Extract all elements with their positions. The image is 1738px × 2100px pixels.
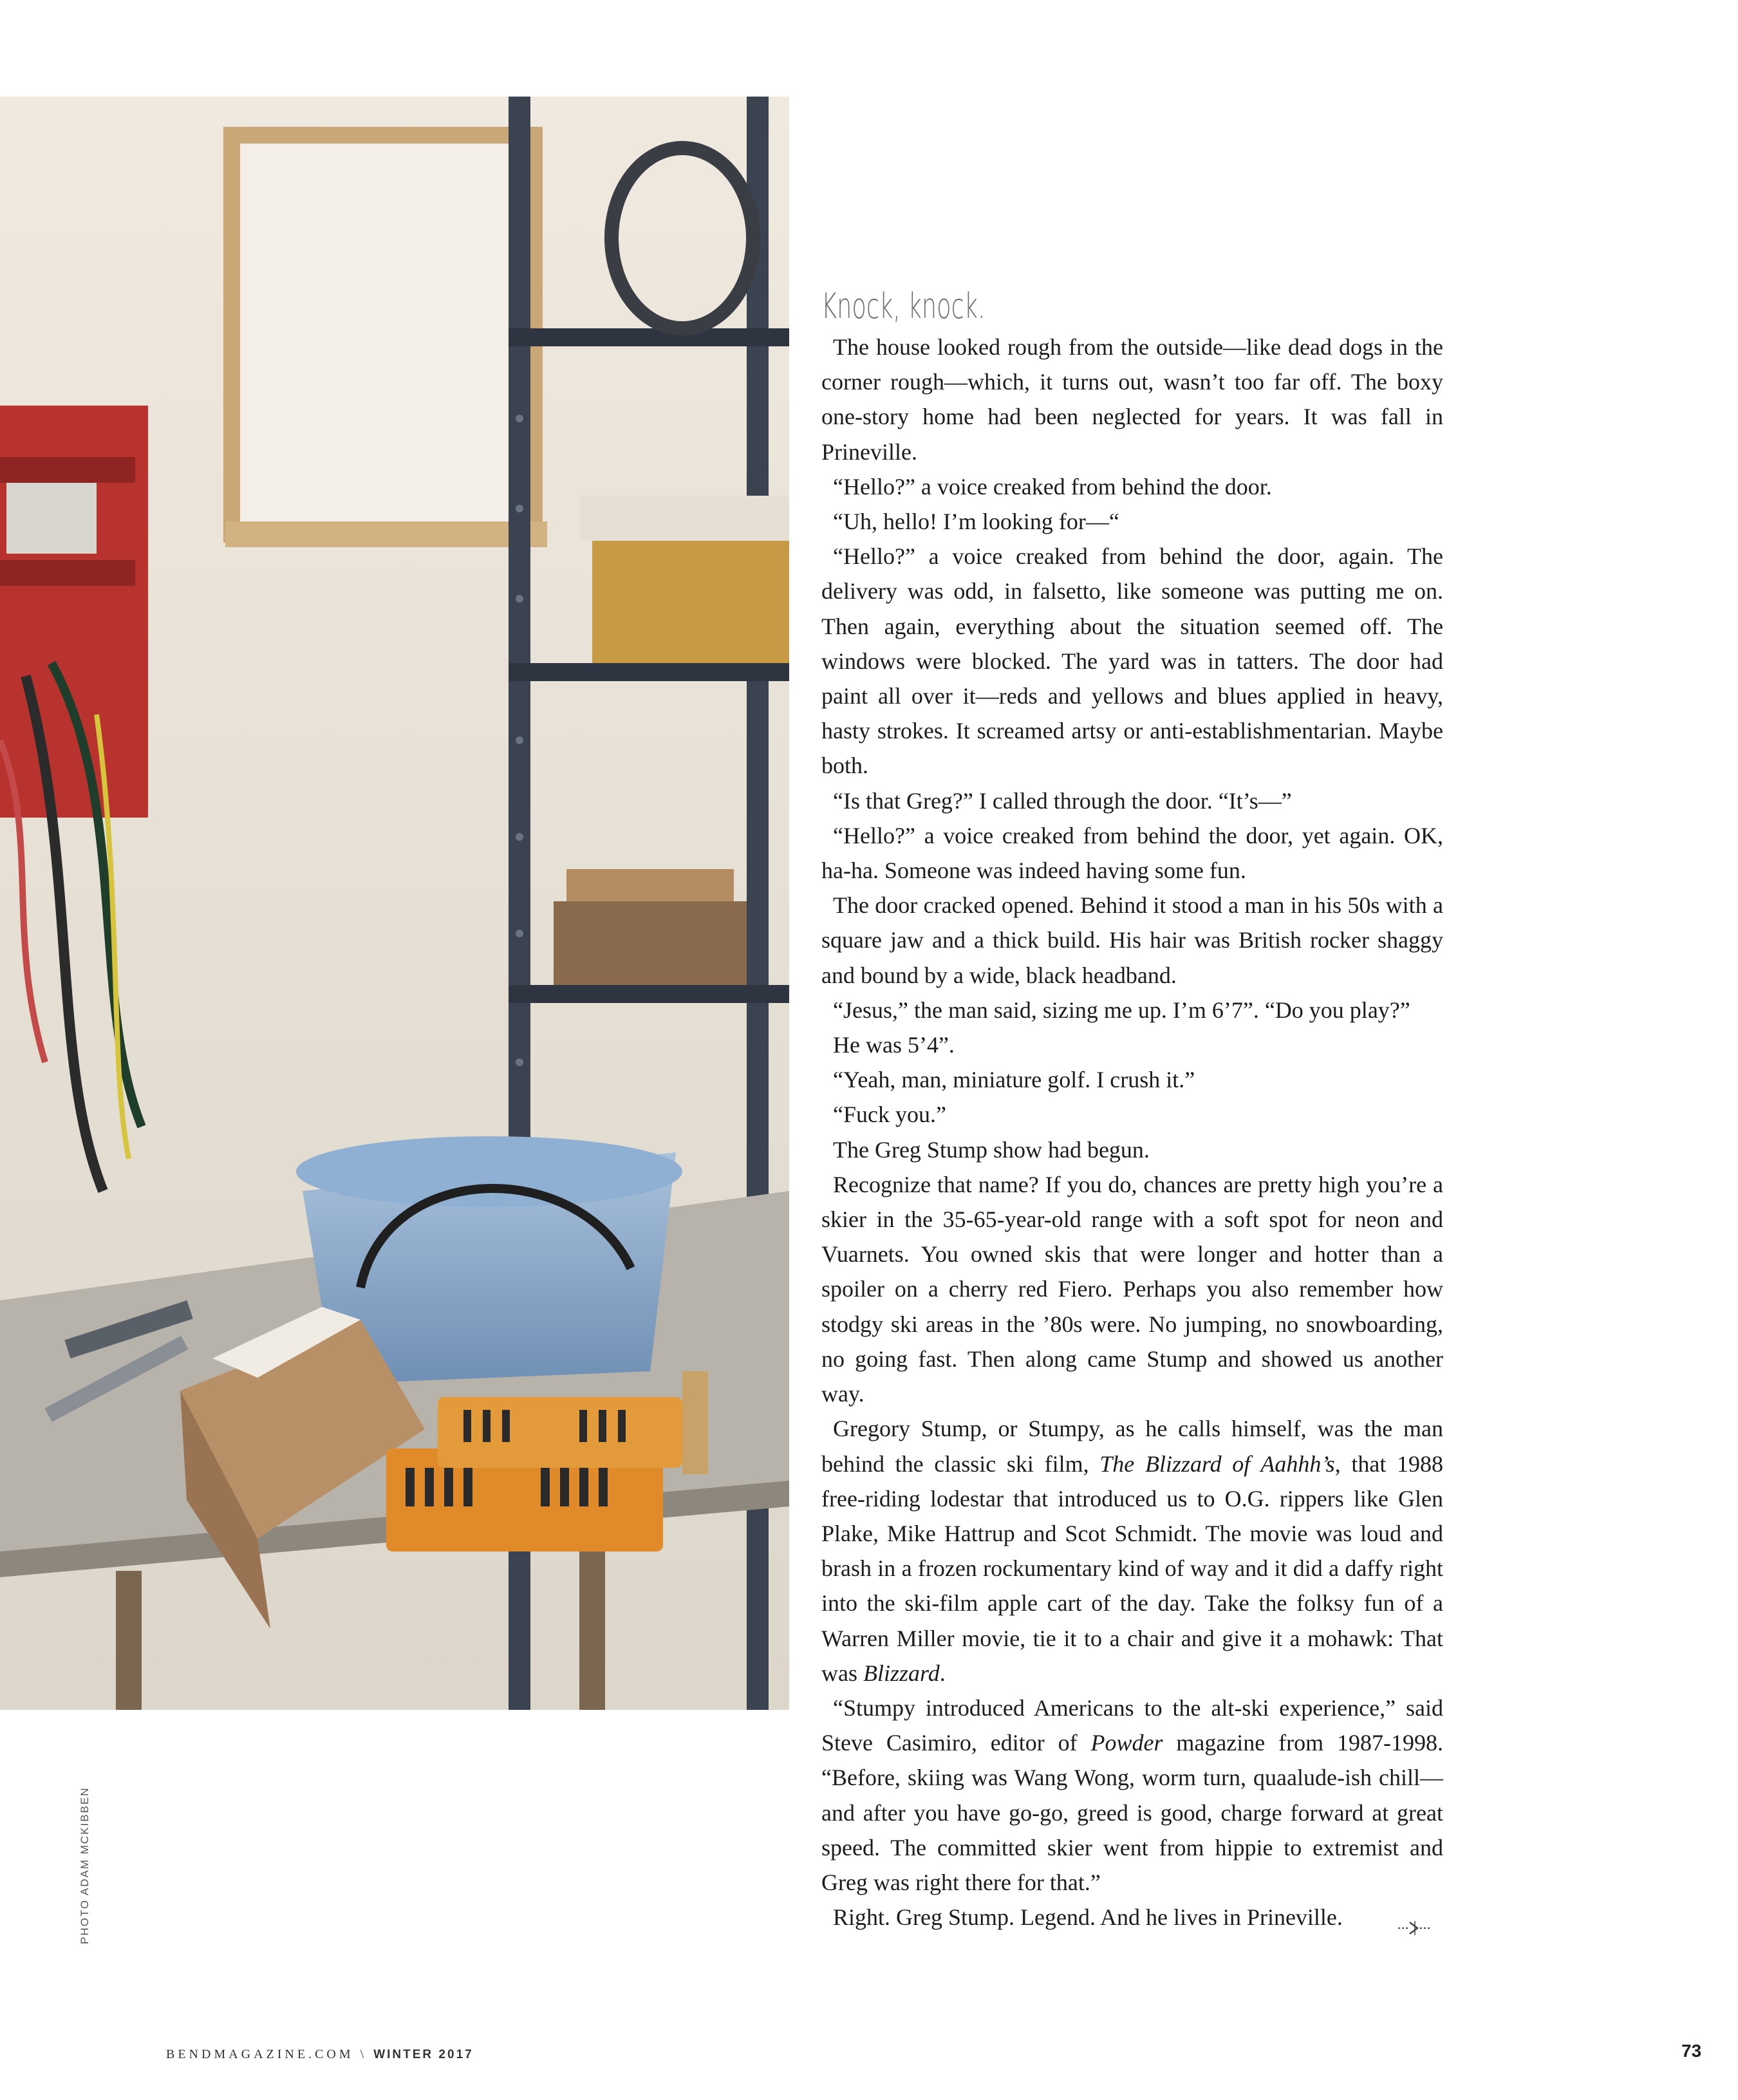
paragraph: “Uh, hello! I’m looking for—“ (833, 509, 1119, 535)
paragraph: “Yeah, man, miniature golf. I crush it.” (833, 1067, 1195, 1093)
workshop-photo (0, 97, 789, 1710)
paragraph: “Fuck you.” (833, 1102, 946, 1128)
paragraph-text: magazine from 1987-1998. “Before, skiing was Wang Wong, worm turn, quaalude-ish chill—and after you have go-go, greed is good, charge forward at great speed. The committed skier went from hippie to extremist and Greg was right there for that.” (821, 1730, 1443, 1895)
paragraph: “Hello?” a voice creaked from behind the door, yet again. OK, ha-ha. Someone was indeed having some fun. (821, 822, 1443, 884)
workshop-photo-illustration (0, 97, 789, 1710)
film-title: The Blizzard of Aahhh’s (1099, 1450, 1335, 1477)
article-body (821, 283, 1443, 1935)
paragraph: The house looked rough from the outside—like dead dogs in the corner rough—which, it turns out, wasn’t too far off. The boxy one-story home had been neglected for years. It was fall in Prineville. (821, 334, 1443, 465)
page-number: 73 (1681, 2041, 1702, 2061)
paragraph-text: “Stumpy introduced Americans to the alt-ski experience,” said Steve Casimiro, editor of (821, 1694, 1443, 1756)
paragraph-text: Gregory Stump, or Stumpy, as he calls himself, was the man behind the classic ski film, (821, 1416, 1443, 1477)
paragraph: “Is that Greg?” I called through the door. “It’s—” (833, 787, 1292, 814)
paragraph: He was 5’4”. (833, 1032, 955, 1058)
footer-issue-line (166, 2047, 474, 2062)
section-kicker: Knock, knock. (821, 286, 986, 326)
paragraph: The Greg Stump show had begun. (833, 1136, 1150, 1163)
end-mark-icon (1387, 1911, 1419, 1928)
paragraph-text: Right. Greg Stump. Legend. And he lives in Prineville. (833, 1904, 1343, 1931)
paragraph: “Hello?” a voice creaked from behind the door, again. The delivery was odd, in falsetto, like someone was putting me on. Then again, everything about the situation seemed off. The windows were blocked. The yard was in tatters. The door had paint all over it—reds and yellows and blues applied in heavy, hasty strokes. It screamed artsy or anti-establishmentarian. Maybe both. (821, 543, 1443, 779)
magazine-title: Powder (1090, 1730, 1163, 1756)
paragraph (821, 1900, 1443, 1935)
film-title-short: Blizzard (863, 1660, 940, 1686)
photo-credit: PHOTO ADAM MCKIBBEN (79, 1786, 91, 1944)
paragraph: “Hello?” a voice creaked from behind the door. (833, 473, 1272, 500)
paragraph (821, 1691, 1443, 1900)
paragraph-text: . (939, 1660, 946, 1686)
footer-issue: WINTER 2017 (373, 2048, 474, 2061)
paragraph: The door cracked opened. Behind it stood a man in his 50s with a square jaw and a thick build. His hair was British rocker shaggy and bound by a wide, black headband. (821, 892, 1443, 988)
paragraph (821, 1411, 1443, 1691)
footer-site: BENDMAGAZINE.COM \ (166, 2047, 374, 2061)
paragraph-text: , that 1988 free-riding lodestar that introduced us to O.G. rippers like Glen Plake, Mike Hattrup and Scot Schmidt. The movie was loud and brash in a frozen rockumentary kind of way and it did a daffy right into the ski-film apple cart of the day. Take the folksy fun of a Warren Miller movie, tie it to a chair and give it a mohawk: That was (821, 1450, 1444, 1686)
paragraph: “Jesus,” the man said, sizing me up. I’m 6’7”. “Do you play?” (833, 997, 1410, 1023)
paragraph: Recognize that name? If you do, chances are pretty high you’re a skier in the 35-65-year-old range with a soft spot for neon and Vuarnets. You owned skis that were longer and hotter than a spoiler on a cherry red Fiero. Perhaps you also remember how stodgy ski areas in the ’80s were. No jumping, no snowboarding, no going fast. Then along came Stump and showed us another way. (821, 1171, 1443, 1407)
